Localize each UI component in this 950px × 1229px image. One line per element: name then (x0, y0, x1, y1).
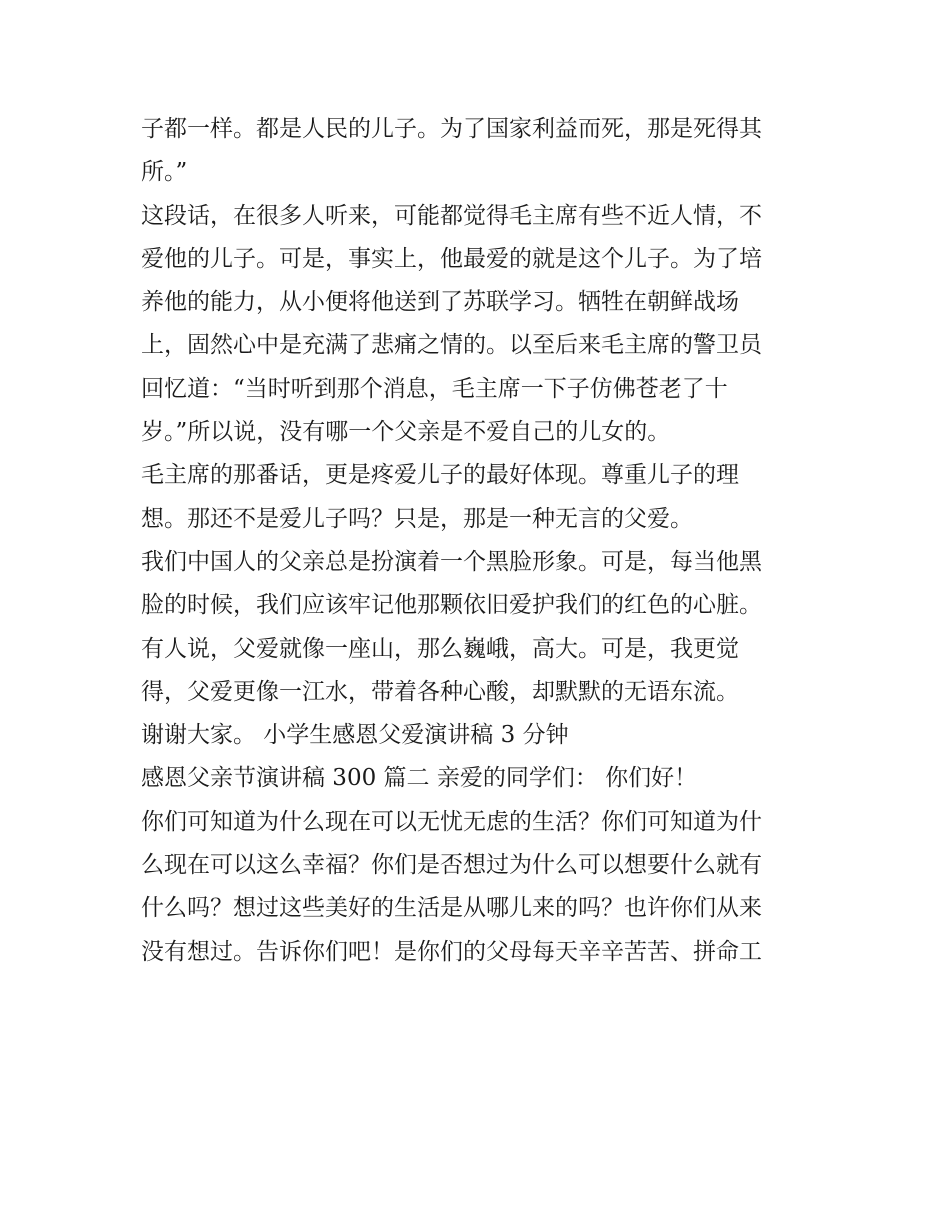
text-line: 上，固然心中是充满了悲痛之情的。以至后来毛主席的警卫员 (141, 332, 762, 359)
text-line: 岁。”所以说，没有哪一个父亲是不爱自己的儿女的。 (141, 419, 671, 446)
text-line: 谢谢大家。 小学生感恩父爱演讲稿 3 分钟 (141, 722, 569, 749)
text-line: 这段话，在很多人听来，可能都觉得毛主席有些不近人情，不 (141, 202, 762, 229)
text-line: 我们中国人的父亲总是扮演着一个黑脸形象。可是，每当他黑 (141, 548, 762, 575)
text-line: 所。” (141, 159, 188, 186)
body-text (141, 108, 821, 974)
text-line: 回忆道：“当时听到那个消息，毛主席一下子仿佛苍老了十 (141, 375, 728, 402)
text-line: 脸的时候，我们应该牢记他那颗依旧爱护我们的红色的心脏。 (141, 592, 762, 619)
text-line: 子都一样。都是人民的儿子。为了国家利益而死，那是死得其 (141, 116, 762, 142)
text-line: 爱他的儿子。可是，事实上，他最爱的就是这个儿子。为了培 (141, 245, 762, 272)
text-line: 有人说，父爱就像一座山，那么巍峨，高大。可是，我更觉 (141, 635, 739, 662)
text-line: 你们可知道为什么现在可以无忧无虑的生活？你们可知道为什 (141, 808, 762, 835)
text-line: 毛主席的那番话，更是疼爱儿子的最好体现。尊重儿子的理 (141, 462, 739, 489)
text-line: 感恩父亲节演讲稿 300 篇二 亲爱的同学们： 你们好！ (141, 765, 698, 792)
text-line: 想。那还不是爱儿子吗？只是，那是一种无言的父爱。 (141, 505, 693, 532)
text-line: 没有想过。告诉你们吧！是你们的父母每天辛辛苦苦、拼命工 (141, 938, 762, 965)
text-line: 养他的能力，从小便将他送到了苏联学习。牺牲在朝鲜战场 (141, 289, 739, 316)
text-line: 么现在可以这么幸福？你们是否想过为什么可以想要什么就有 (141, 852, 762, 879)
text-line: 什么吗？想过这些美好的生活是从哪儿来的吗？也许你们从来 (141, 895, 762, 922)
text-line: 得，父爱更像一江水，带着各种心酸，却默默的无语东流。 (141, 678, 739, 705)
